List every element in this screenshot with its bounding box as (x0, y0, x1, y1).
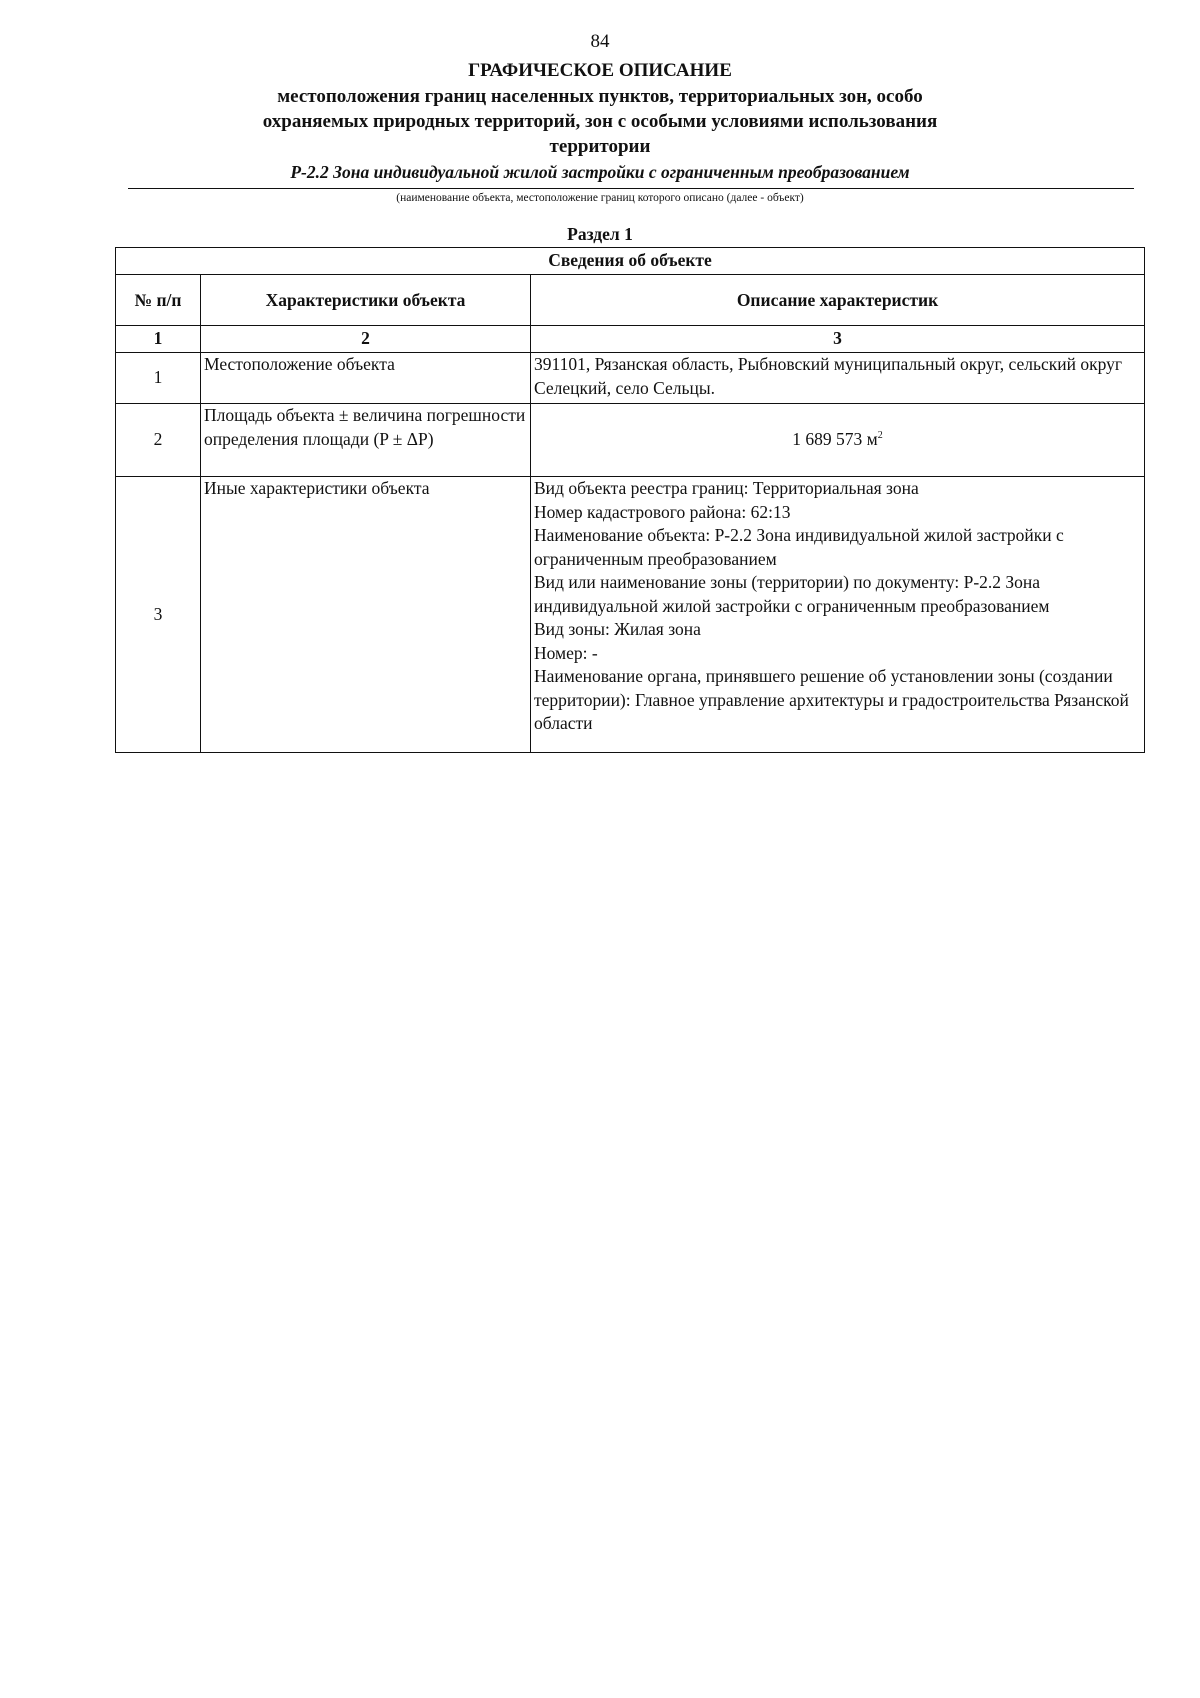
table-row (116, 404, 1145, 477)
row-description: 391101, Рязанская область, Рыбновский муниципальный округ, сельский округ Селецкий, село Сельцы. (531, 353, 1145, 404)
column-number-cell: 1 (116, 326, 201, 353)
row-number: 3 (116, 477, 201, 753)
column-header-characteristics: Характеристики объекта (201, 275, 531, 326)
row-number: 2 (116, 404, 201, 477)
table-row (116, 477, 1145, 753)
row-details (531, 477, 1145, 753)
object-name-underline (128, 188, 1134, 189)
row-characteristic: Иные характеристики объекта (201, 477, 531, 753)
object-caption: (наименование объекта, местоположение границ которого описано (далее - объект) (396, 192, 804, 204)
column-numbers-row (116, 326, 1145, 353)
object-info-table (115, 247, 1145, 753)
column-number-cell: 3 (531, 326, 1145, 353)
table-title-row (116, 248, 1145, 275)
detail-line: Вид или наименование зоны (территории) по документу: Р-2.2 Зона индивидуальной жилой застройки с ограниченным преобразованием (534, 572, 1050, 616)
detail-line: Вид объекта реестра границ: Территориальная зона (534, 478, 919, 498)
table-header-row (116, 275, 1145, 326)
document-title: ГРАФИЧЕСКОЕ ОПИСАНИЕ (468, 60, 732, 81)
row-characteristic: Местоположение объекта (201, 353, 531, 404)
table-row (116, 353, 1145, 404)
row-characteristic: Площадь объекта ± величина погрешности определения площади (P ± ΔP) (201, 404, 531, 477)
detail-line: Вид зоны: Жилая зона (534, 619, 701, 639)
detail-line: Наименование органа, принявшего решение об установлении зоны (создании территории): Главное управление архитектуры и градостроительства Рязанской области (534, 666, 1129, 733)
document-subtitle: местоположения границ населенных пунктов, территориальных зон, особо охраняемых природных территорий, зон с особыми условиями использования территории (262, 86, 938, 157)
column-header-description: Описание характеристик (531, 275, 1145, 326)
table-title: Сведения об объекте (116, 248, 1145, 275)
area-value (792, 429, 882, 449)
area-value-cell (531, 404, 1145, 477)
detail-line: Номер кадастрового района: 62:13 (534, 501, 791, 522)
detail-line: Наименование объекта: Р-2.2 Зона индивидуальной жилой застройки с ограниченным преобразованием (534, 525, 1064, 569)
column-number-cell: 2 (201, 326, 531, 353)
detail-line: Номер: - (534, 642, 598, 663)
row-number: 1 (116, 353, 201, 404)
area-unit-power: 2 (877, 430, 883, 442)
object-name: Р-2.2 Зона индивидуальной жилой застройки с ограниченным преобразованием (290, 162, 910, 182)
section-title: Раздел 1 (567, 224, 633, 244)
column-header-number: № п/п (116, 275, 201, 326)
page-number: 84 (590, 31, 610, 52)
area-value-text: 1 689 573 м (792, 429, 878, 450)
